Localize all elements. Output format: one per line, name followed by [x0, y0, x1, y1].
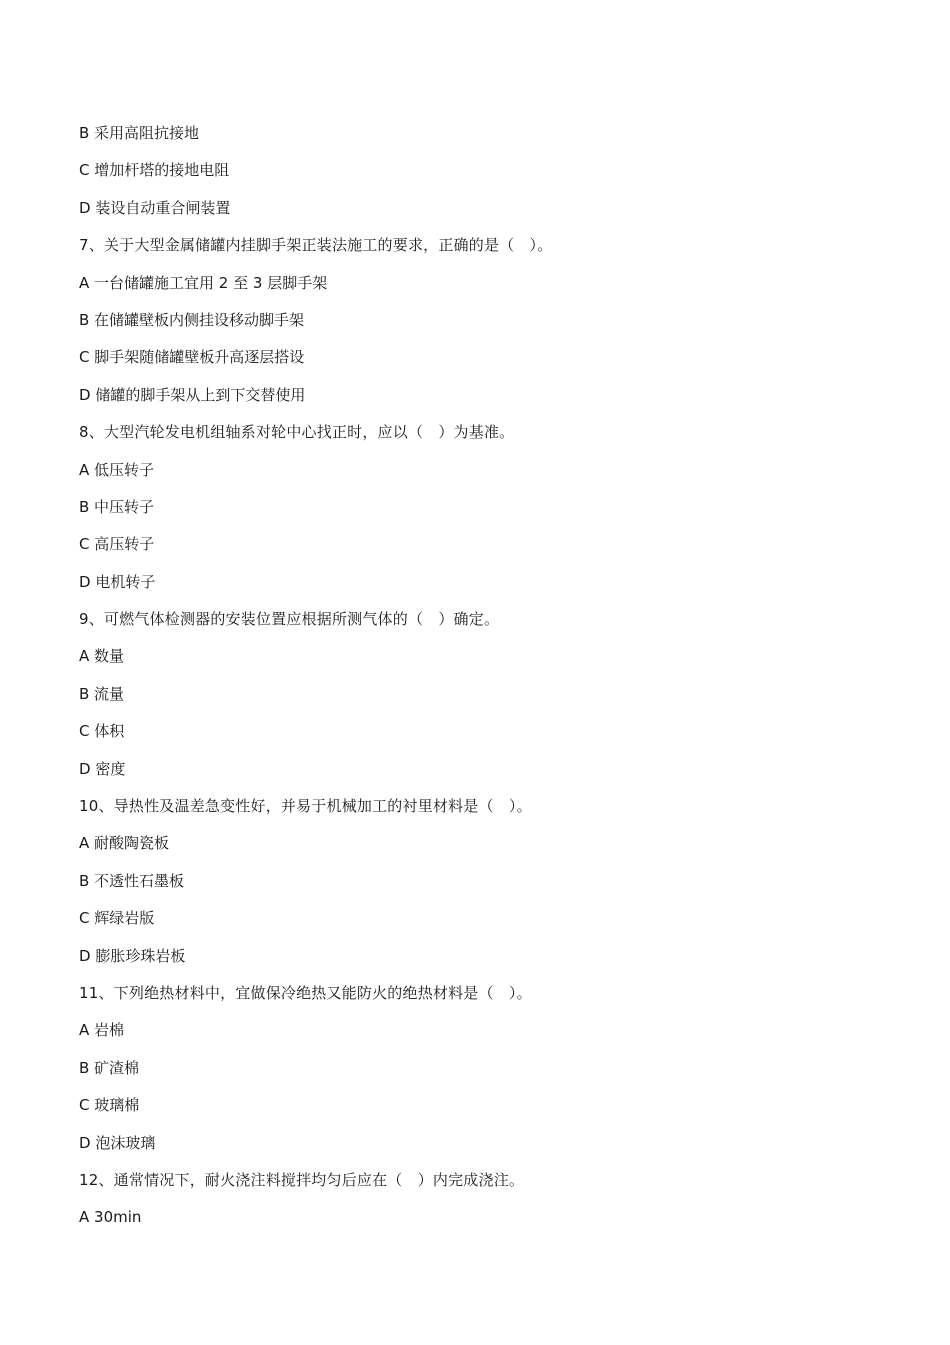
answer-option: D 泡沫玻璃 — [79, 1133, 156, 1152]
answer-option: B 在储罐壁板内侧挂设移动脚手架 — [79, 310, 305, 329]
answer-option: C 玻璃棉 — [79, 1096, 140, 1115]
answer-option: A 岩棉 — [79, 1021, 125, 1040]
answer-option: B 流量 — [79, 684, 125, 703]
answer-option: A 低压转子 — [79, 460, 155, 479]
answer-option: A 耐酸陶瓷板 — [79, 834, 170, 853]
answer-option: A 数量 — [79, 647, 125, 666]
question-text: 8、大型汽轮发电机组轴系对轮中心找正时，应以（ ）为基准。 — [79, 423, 515, 442]
question-text: 9、可燃气体检测器的安装位置应根据所测气体的（ ）确定。 — [79, 610, 500, 629]
answer-option: C 高压转子 — [79, 535, 155, 554]
question-text: 10、导热性及温差急变性好，并易于机械加工的衬里材料是（ ）。 — [79, 797, 532, 816]
answer-option: C 体积 — [79, 722, 125, 741]
answer-option: C 增加杆塔的接地电阻 — [79, 161, 230, 180]
answer-option: B 矿渣棉 — [79, 1058, 140, 1077]
answer-option: B 不透性石墨板 — [79, 871, 185, 890]
answer-option: C 脚手架随储罐壁板升高逐层搭设 — [79, 348, 305, 367]
answer-option: D 储罐的脚手架从上到下交替使用 — [79, 385, 306, 404]
question-text: 7、关于大型金属储罐内挂脚手架正装法施工的要求，正确的是（ ）。 — [79, 236, 553, 255]
answer-option: A 一台储罐施工宜用 2 至 3 层脚手架 — [79, 273, 328, 292]
question-text: 11、下列绝热材料中，宜做保冷绝热又能防火的绝热材料是（ ）。 — [79, 983, 532, 1002]
answer-option: D 电机转子 — [79, 572, 156, 591]
question-text: 12、通常情况下，耐火浇注料搅拌均匀后应在（ ）内完成浇注。 — [79, 1170, 525, 1189]
answer-option: A 30min — [79, 1208, 142, 1227]
answer-option: B 中压转子 — [79, 497, 155, 516]
question-list — [79, 120, 879, 1242]
answer-option: D 膨胀珍珠岩板 — [79, 946, 186, 965]
answer-option: D 装设自动重合闸装置 — [79, 198, 231, 217]
answer-option: B 采用高阻抗接地 — [79, 124, 200, 142]
answer-option: C 辉绿岩版 — [79, 909, 155, 928]
answer-option: D 密度 — [79, 759, 126, 778]
